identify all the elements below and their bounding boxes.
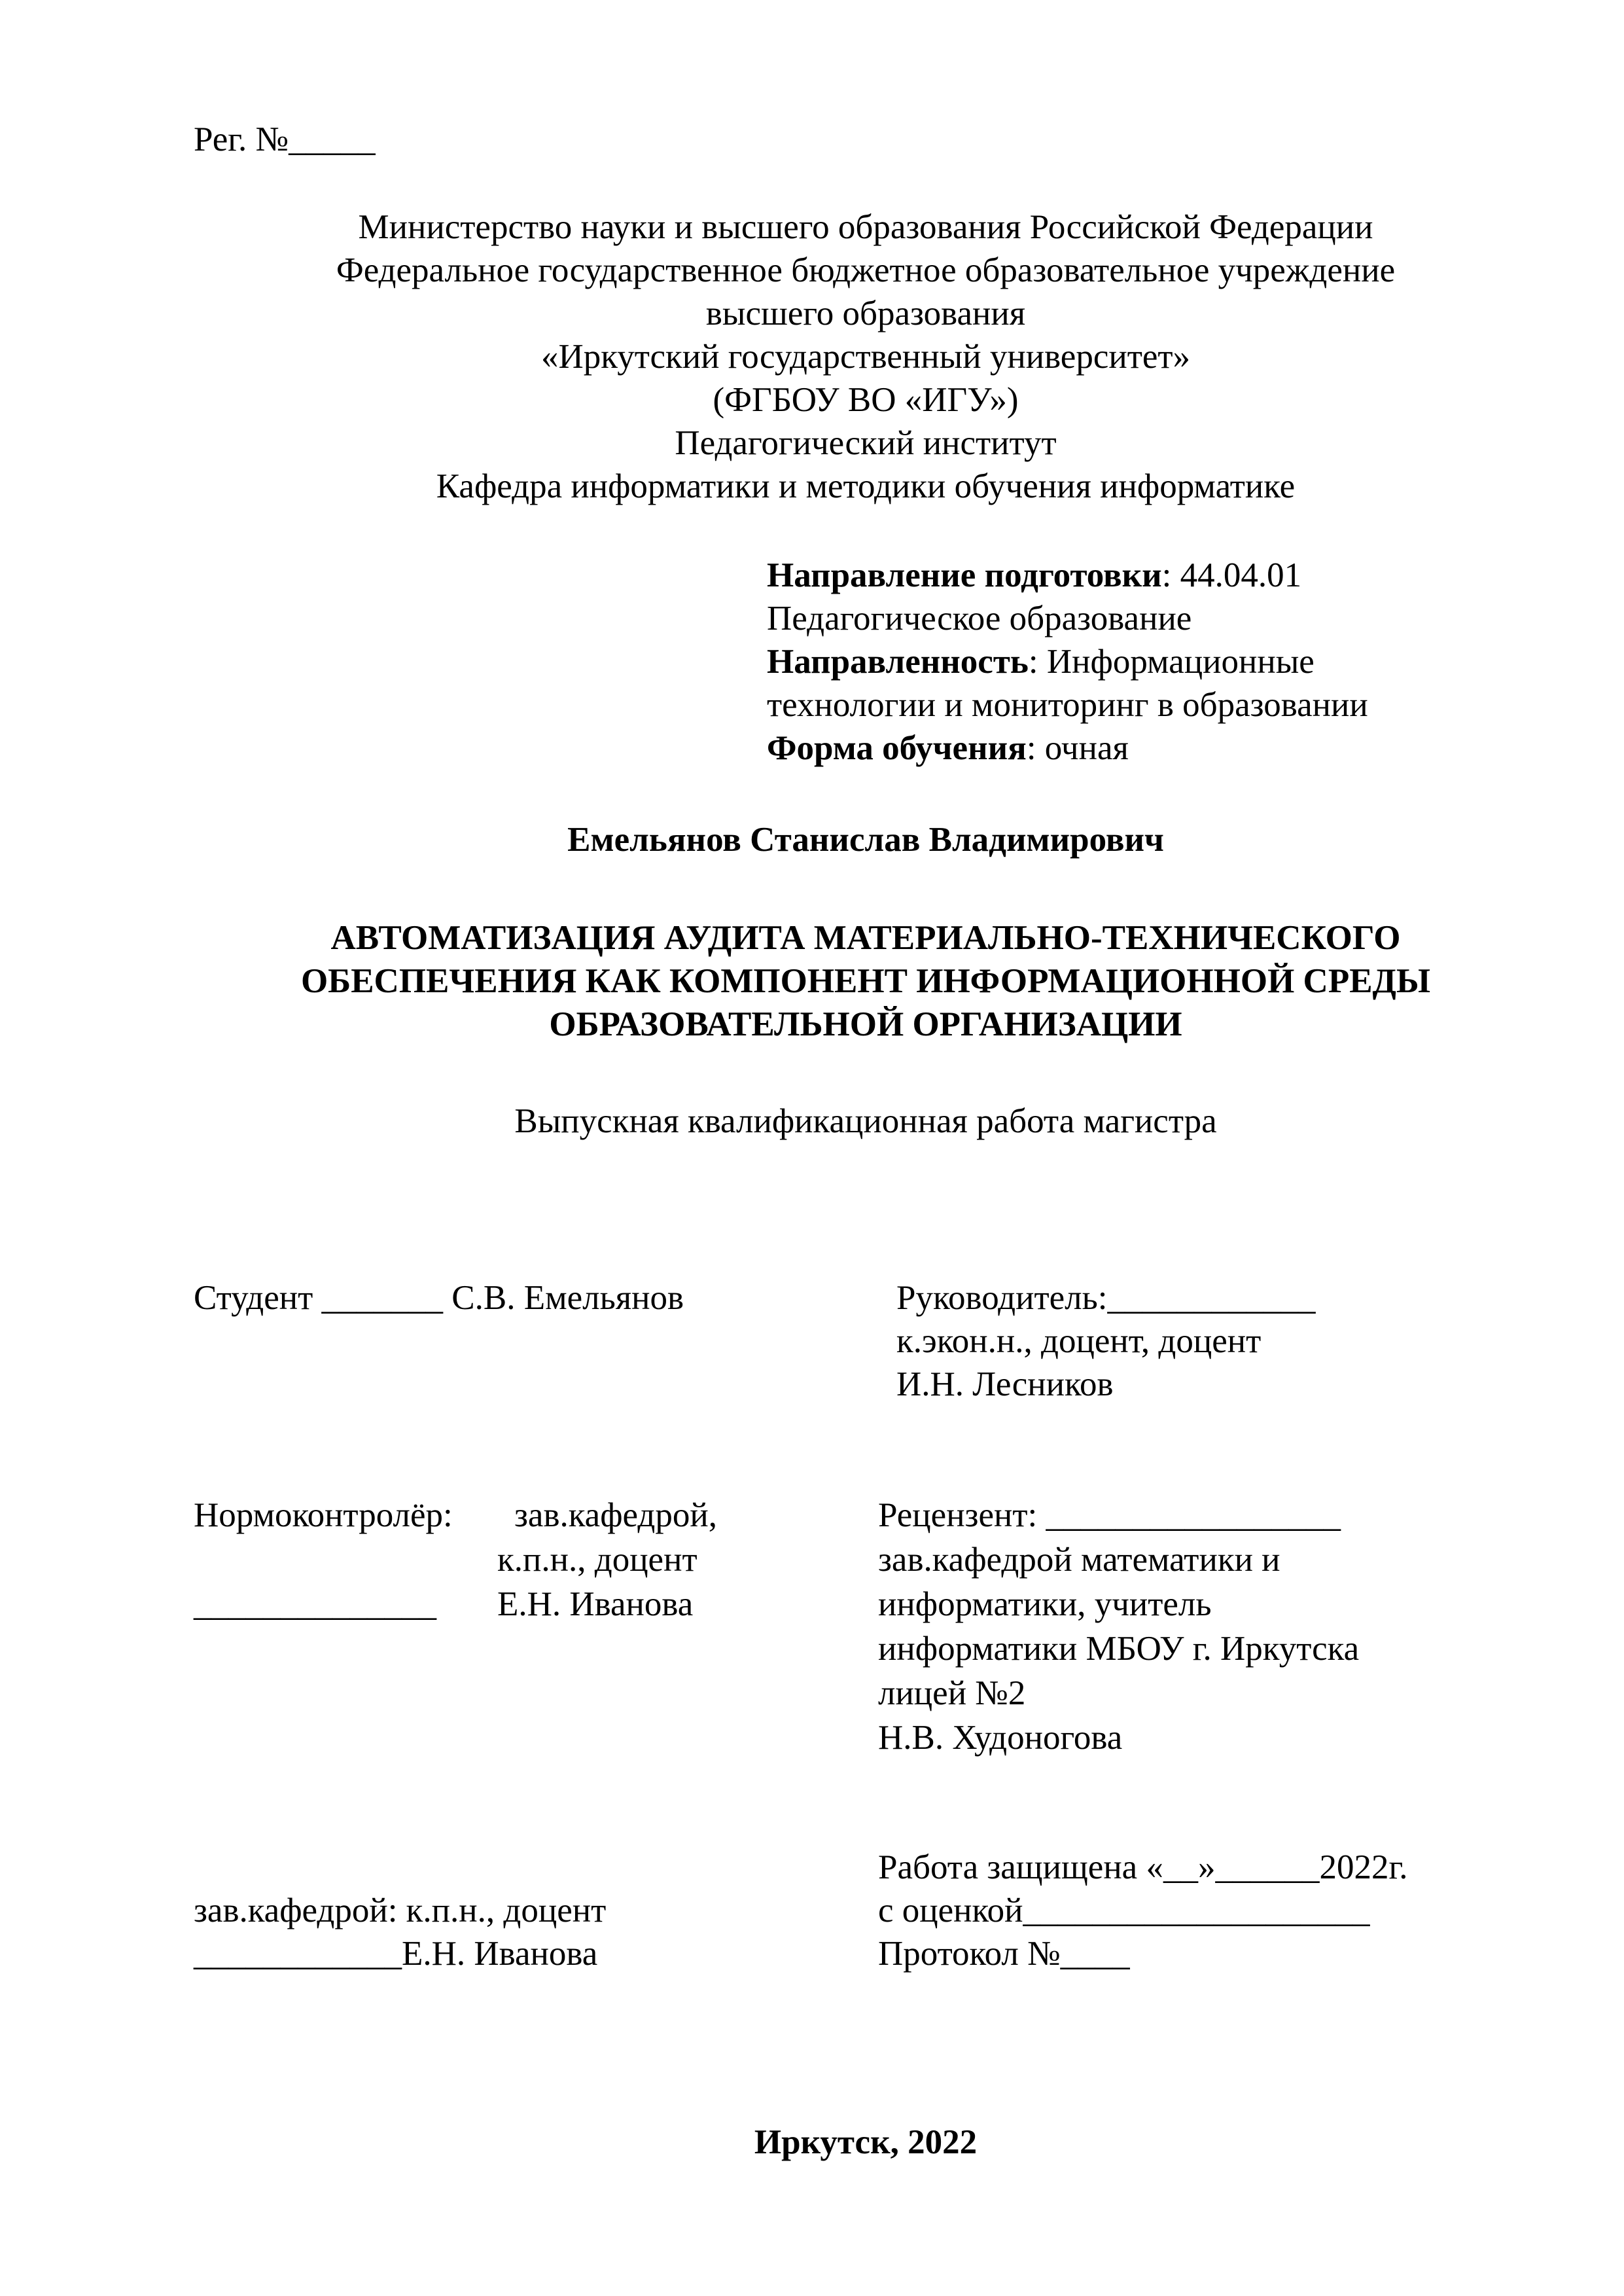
reviewer-line-2: информатики, учитель <box>878 1585 1212 1623</box>
reviewer-name: Н.В. Худоногова <box>878 1719 1123 1757</box>
reviewer-line-3: информатики МБОУ г. Иркутска <box>878 1630 1360 1668</box>
title-line-3: ОБРАЗОВАТЕЛЬНОЙ ОРГАНИЗАЦИИ <box>549 1005 1182 1043</box>
head-position: зав.кафедрой: к.п.н., доцент <box>194 1892 607 1929</box>
norm-controller-position: зав.кафедрой, <box>514 1496 717 1534</box>
defense-protocol: Протокол №____ <box>878 1935 1130 1973</box>
reviewer-line-1: зав.кафедрой математики и <box>878 1541 1280 1579</box>
norm-controller-name: Е.Н. Иванова <box>497 1585 694 1623</box>
student-signature: Студент _______ С.В. Емельянов <box>194 1279 684 1317</box>
defense-date: Работа защищена «__»______2022г. <box>878 1848 1408 1886</box>
focus-label: Направленность <box>767 643 1029 681</box>
focus-line <box>767 640 1315 683</box>
defense-grade: с оценкой____________________ <box>878 1892 1370 1929</box>
form-label: Форма обучения <box>767 729 1027 767</box>
supervisor-name: И.Н. Лесников <box>896 1365 1114 1403</box>
direction-value: : 44.04.01 <box>1161 556 1302 594</box>
form-line <box>767 726 1129 770</box>
education-level-line: высшего образования <box>705 295 1026 332</box>
supervisor-label: Руководитель:____________ <box>896 1279 1316 1317</box>
direction-name: Педагогическое образование <box>767 600 1192 637</box>
reviewer-label: Рецензент: _________________ <box>878 1496 1341 1534</box>
university-line: «Иркутский государственный университет» <box>540 338 1191 376</box>
norm-controller-signature-line: ______________ <box>194 1585 436 1623</box>
institute-line: Педагогический институт <box>675 424 1057 462</box>
ministry-line: Министерство науки и высшего образования Российской Федерации <box>358 208 1373 246</box>
norm-controller-degree: к.п.н., доцент <box>497 1541 697 1579</box>
focus-value-continued: технологии и мониторинг в образовании <box>767 686 1368 724</box>
form-value: : очная <box>1026 729 1129 767</box>
institution-type-line: Федеральное государственное бюджетное образовательное учреждение <box>336 251 1396 289</box>
norm-controller-label: Нормоконтролёр: <box>194 1496 453 1534</box>
head-signature: ____________Е.Н. Иванова <box>194 1935 598 1973</box>
direction-line <box>767 554 1301 597</box>
focus-value: : Информационные <box>1028 643 1315 681</box>
title-line-1: АВТОМАТИЗАЦИЯ АУДИТА МАТЕРИАЛЬНО-ТЕХНИЧЕСКОГО <box>330 919 1401 957</box>
author-name: Емельянов Станислав Владимирович <box>567 821 1164 859</box>
reviewer-line-4: лицей №2 <box>878 1674 1026 1712</box>
title-line-2: ОБЕСПЕЧЕНИЯ КАК КОМПОНЕНТ ИНФОРМАЦИОННОЙ СРЕДЫ <box>300 962 1431 1000</box>
department-line: Кафедра информатики и методики обучения информатике <box>436 467 1296 505</box>
city-year: Иркутск, 2022 <box>754 2123 978 2161</box>
work-type: Выпускная квалификационная работа магистра <box>514 1102 1217 1140</box>
registration-number: Рег. №_____ <box>194 120 376 158</box>
direction-label: Направление подготовки <box>767 556 1162 594</box>
abbreviation-line: (ФГБОУ ВО «ИГУ») <box>713 381 1019 419</box>
supervisor-degree: к.экон.н., доцент, доцент <box>896 1322 1262 1360</box>
